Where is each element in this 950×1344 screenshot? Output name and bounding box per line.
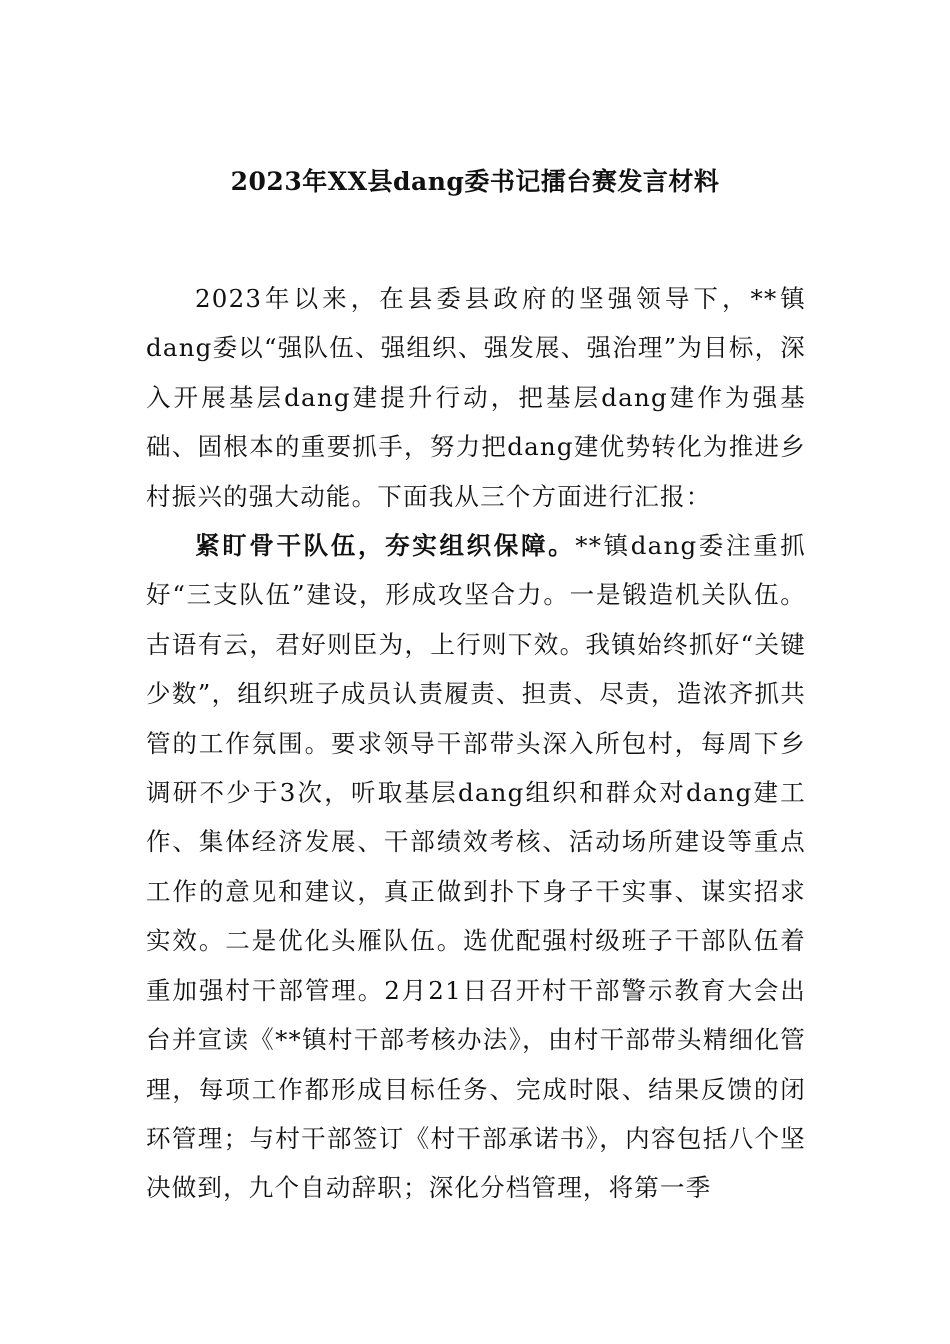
document-body <box>146 274 806 1213</box>
section-1-heading: 紧盯骨干队伍，夯实组织保障。 <box>195 531 576 561</box>
document-title: 2023年XX县dang委书记擂台赛发言材料 <box>230 167 720 196</box>
paragraph-intro <box>146 274 806 521</box>
paragraph-intro-text: 2023年以来，在县委县政府的坚强领导下，**镇dang委以“强队伍、强组织、强发展、强治理”为目标，深入开展基层dang建提升行动，把基层dang建作为强基础、固根本的重要抓手，努力把dang建优势转化为推进乡村振兴的强大动能。下面我从三个方面进行汇报： <box>146 284 806 511</box>
section-1-text: **镇dang委注重抓好“三支队伍”建设，形成攻坚合力。一是锻造机关队伍。古语有云，君好则臣为，上行则下效。我镇始终抓好“关键少数”，组织班子成员认责履责、担责、尽责，造浓齐抓共管的工作氛围。要求领导干部带头深入所包村，每周下乡调研不少于3次，听取基层dang组织和群众对dang建工作、集体经济发展、干部绩效考核、活动场所建设等重点工作的意见和建议，真正做到扑下身子干实事、谋实招求实效。二是优化头雁队伍。选优配强村级班子干部队伍着重加强村干部管理。2月21日召开村干部警示教育大会出台并宣读《**镇村干部考核办法》，由村干部带头精细化管理，每项工作都形成目标任务、完成时限、结果反馈的闭环管理；与村干部签订《村干部承诺书》，内容包括八个坚决做到，九个自动辞职；深化分档管理，将第一季 <box>146 531 806 1203</box>
paragraph-section-1 <box>146 521 806 1213</box>
